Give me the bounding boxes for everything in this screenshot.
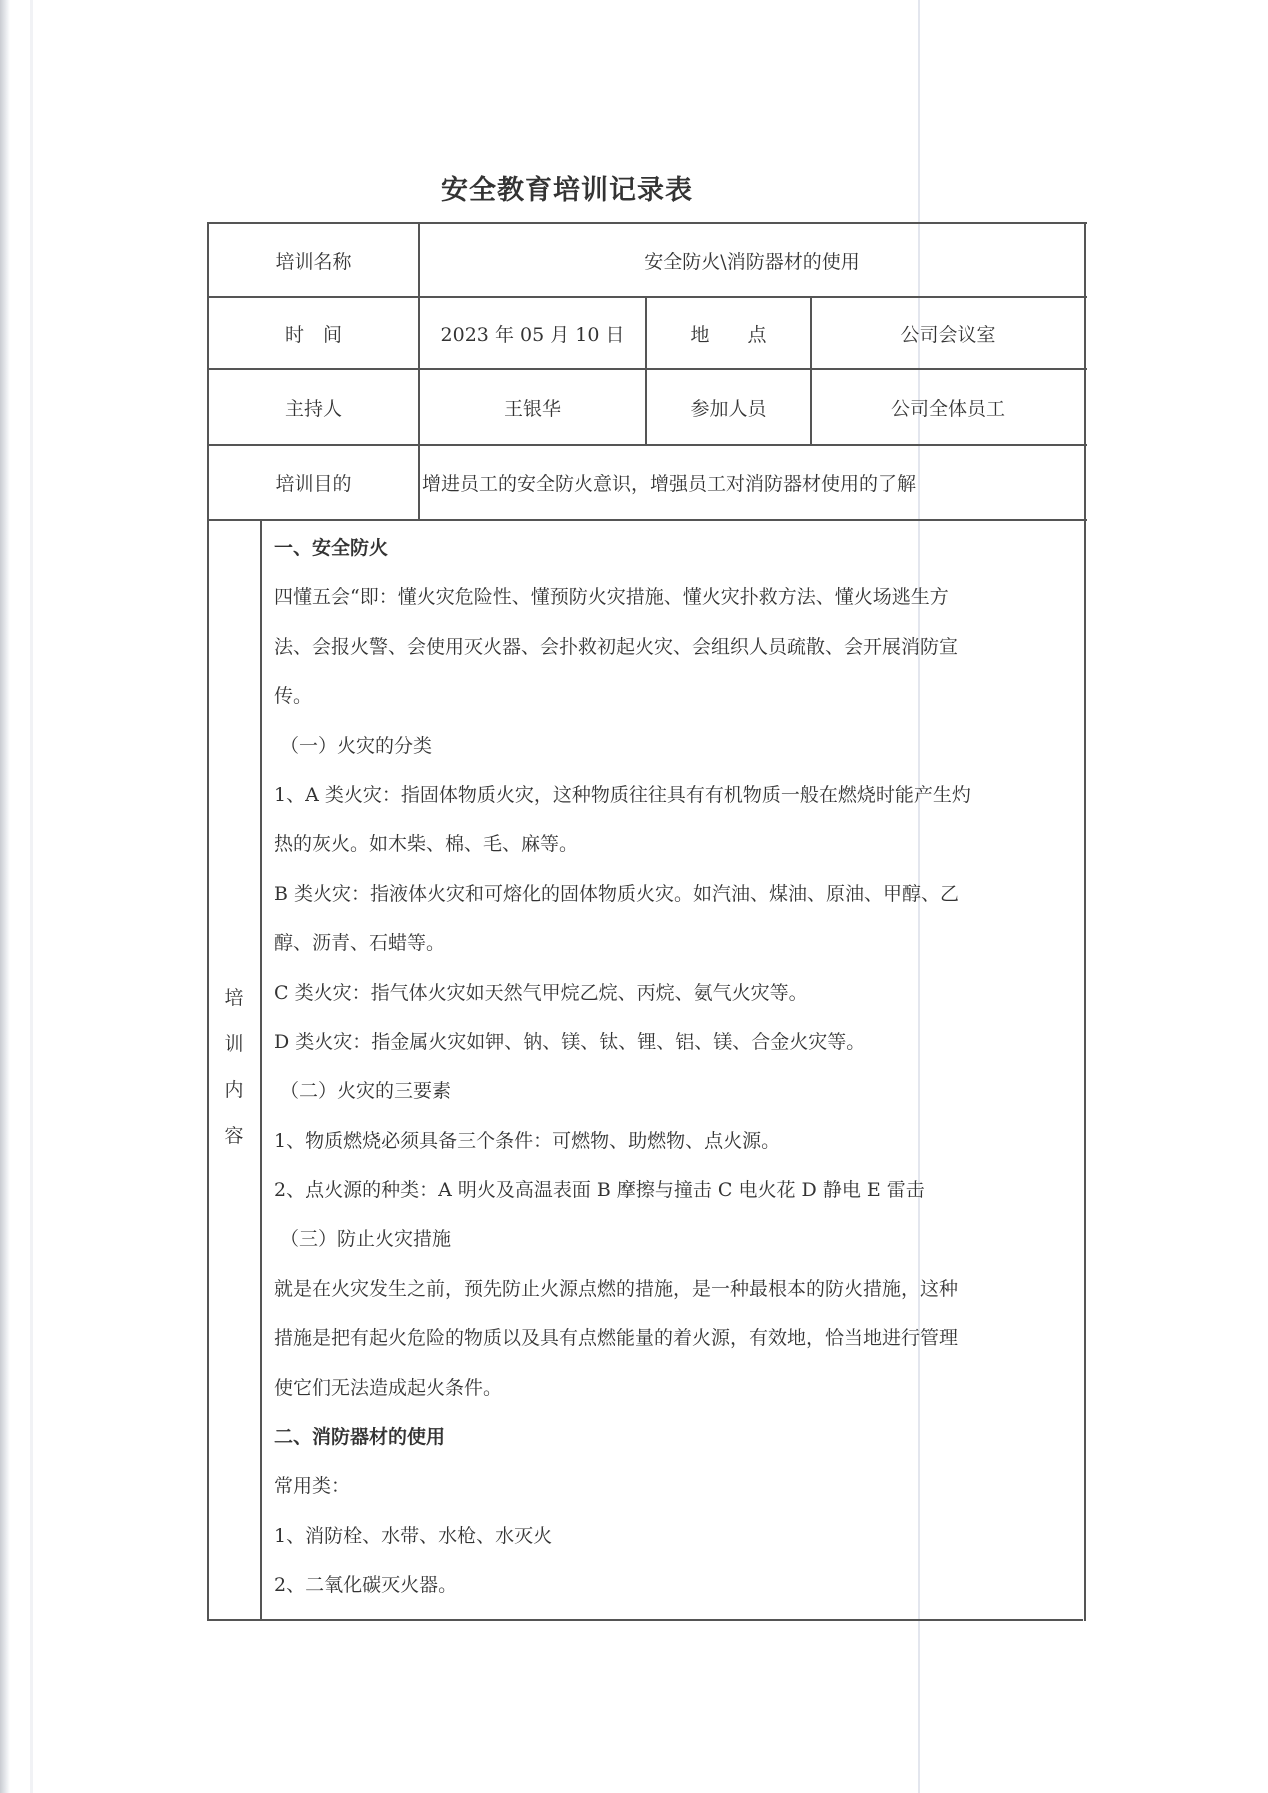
content-line: C 类火灾：指气体火灾如天然气甲烷乙烷、丙烷、氨气火灾等。 bbox=[274, 981, 808, 1004]
location-value: 公司会议室 bbox=[900, 323, 996, 346]
label-char: 内 bbox=[224, 1079, 244, 1101]
content-line: 热的灰火。如木柴、棉、毛、麻等。 bbox=[274, 833, 579, 856]
label-char: 容 bbox=[224, 1125, 244, 1147]
training-name-label: 培训名称 bbox=[275, 250, 352, 273]
content-line: 常用类： bbox=[274, 1475, 351, 1498]
purpose-label: 培训目的 bbox=[275, 473, 352, 495]
row-divider bbox=[207, 519, 1087, 521]
content-line: D 类火灾：指金属火灾如钾、钠、镁、钛、锂、铝、镁、合金火灾等。 bbox=[274, 1030, 866, 1053]
section-heading: 二、消防器材的使用 bbox=[274, 1426, 446, 1449]
label-char: 培 bbox=[224, 987, 244, 1009]
participants-label: 参加人员 bbox=[690, 397, 767, 420]
content-line: 1、物质燃烧必须具备三个条件：可燃物、助燃物、点火源。 bbox=[274, 1129, 781, 1152]
training-content-label bbox=[209, 975, 259, 1159]
time-value: 2023 年 05 月 10 日 bbox=[440, 323, 625, 346]
subsection-heading: （一）火灾的分类 bbox=[280, 734, 433, 757]
document-title: 安全教育培训记录表 bbox=[441, 175, 693, 206]
subsection-heading: （二）火灾的三要素 bbox=[280, 1080, 452, 1103]
training-content-body bbox=[274, 524, 1074, 1611]
content-line: 就是在火灾发生之前，预先防止火源点燃的措施，是一种最根本的防火措施，这种 bbox=[274, 1277, 959, 1300]
content-line: 1、消防栓、水带、水枪、水灭火 bbox=[274, 1524, 553, 1547]
location-label: 地 点 bbox=[690, 323, 767, 346]
section-heading: 一、安全防火 bbox=[274, 537, 389, 559]
content-line: 法、会报火警、会使用灭火器、会扑救初起火灾、会组织人员疏散、会开展消防宣 bbox=[274, 635, 959, 658]
training-name-value: 安全防火\消防器材的使用 bbox=[644, 250, 860, 273]
scan-edge-shadow bbox=[0, 0, 10, 1793]
label-char: 训 bbox=[224, 1033, 244, 1055]
content-line: 四懂五会“即：懂火灾危险性、懂预防火灾措施、懂火灾扑救方法、懂火场逃生方 bbox=[274, 586, 949, 609]
purpose-value: 增进员工的安全防火意识，增强员工对消防器材使用的了解 bbox=[422, 473, 917, 495]
col-divider bbox=[260, 519, 262, 1621]
content-line: 醇、沥青、石蜡等。 bbox=[274, 932, 446, 955]
scan-edge-line bbox=[30, 0, 33, 1793]
participants-value: 公司全体员工 bbox=[890, 397, 1005, 420]
table-border-right bbox=[1084, 222, 1086, 1621]
content-line: B 类火灾：指液体火灾和可熔化的固体物质火灾。如汽油、煤油、原油、甲醇、乙 bbox=[274, 882, 960, 905]
content-line: 2、二氧化碳灭火器。 bbox=[274, 1574, 458, 1597]
host-value: 王银华 bbox=[503, 397, 561, 420]
content-line: 传。 bbox=[274, 685, 313, 708]
content-line: 2、点火源的种类：A 明火及高温表面 B 摩擦与撞击 C 电火花 D 静电 E 雷击 bbox=[274, 1179, 925, 1202]
content-line: 措施是把有起火危险的物质以及具有点燃能量的着火源，有效地，恰当地进行管理 bbox=[274, 1327, 959, 1350]
content-line: 1、A 类火灾：指固体物质火灾，这种物质往往具有有机物质一般在燃烧时能产生灼 bbox=[274, 783, 971, 806]
subsection-heading: （三）防止火灾措施 bbox=[280, 1228, 452, 1251]
time-label: 时 间 bbox=[284, 323, 342, 346]
host-label: 主持人 bbox=[284, 397, 342, 420]
table-border-bottom bbox=[207, 1619, 1083, 1621]
content-line: 使它们无法造成起火条件。 bbox=[274, 1376, 503, 1399]
